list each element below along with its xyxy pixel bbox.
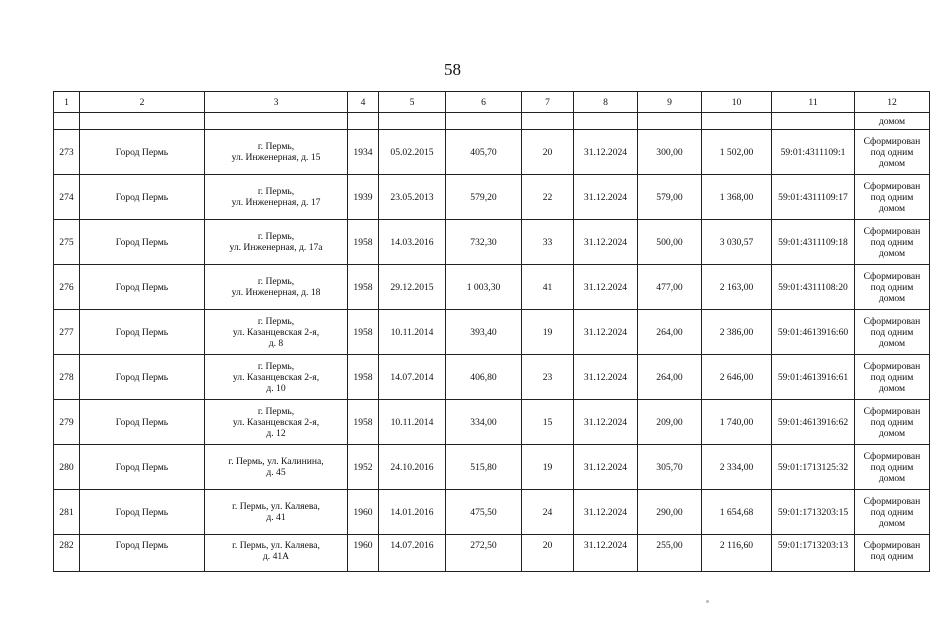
value-cell: 2 334,00 — [702, 445, 772, 490]
column-header: 3 — [205, 92, 348, 113]
value-cell: 1 654,68 — [702, 490, 772, 535]
date-cell: 14.07.2016 — [379, 535, 446, 572]
year-cell: 1934 — [348, 130, 379, 175]
column-header: 9 — [638, 92, 702, 113]
table-row — [54, 175, 930, 220]
date-cell: 23.05.2013 — [379, 175, 446, 220]
status-cell: Сформирован под одним домом — [855, 310, 930, 355]
table-row — [54, 355, 930, 400]
page-number: 58 — [444, 60, 461, 79]
municipality-cell: Город Пермь — [80, 265, 205, 310]
empty-cell — [522, 113, 574, 130]
date-cell: 24.10.2016 — [379, 445, 446, 490]
row-number-cell: 276 — [54, 265, 80, 310]
value-cell: 500,00 — [638, 220, 702, 265]
cadastral-number-cell: 59:01:4311109:1 — [772, 130, 855, 175]
address-cell: г. Пермь, ул. Казанцевская 2-я, д. 8 — [205, 310, 348, 355]
empty-cell — [638, 113, 702, 130]
date-cell: 14.03.2016 — [379, 220, 446, 265]
column-header: 11 — [772, 92, 855, 113]
status-cell: Сформирован под одним домом — [855, 265, 930, 310]
date-cell: 05.02.2015 — [379, 130, 446, 175]
date-cell: 14.07.2014 — [379, 355, 446, 400]
empty-cell — [772, 113, 855, 130]
row-number-cell: 275 — [54, 220, 80, 265]
cadastral-number-cell: 59:01:4613916:62 — [772, 400, 855, 445]
year-cell: 1958 — [348, 265, 379, 310]
year-cell: 1958 — [348, 310, 379, 355]
empty-cell — [205, 113, 348, 130]
status-cell: Сформирован под одним домом — [855, 220, 930, 265]
value-cell: 255,00 — [638, 535, 702, 572]
municipality-cell: Город Пермь — [80, 310, 205, 355]
value-cell: 300,00 — [638, 130, 702, 175]
row-number-cell: 277 — [54, 310, 80, 355]
status-cell: домом — [855, 113, 930, 130]
year-cell: 1960 — [348, 535, 379, 572]
address-cell: г. Пермь, ул. Каляева, д. 41А — [205, 535, 348, 572]
row-number-cell: 273 — [54, 130, 80, 175]
column-header: 8 — [574, 92, 638, 113]
value-cell: 1 368,00 — [702, 175, 772, 220]
area-cell: 515,80 — [446, 445, 522, 490]
value-cell: 2 163,00 — [702, 265, 772, 310]
count-cell: 20 — [522, 535, 574, 572]
cadastral-number-cell: 59:01:1713203:13 — [772, 535, 855, 572]
row-number-cell: 278 — [54, 355, 80, 400]
empty-cell — [379, 113, 446, 130]
table-row — [54, 220, 930, 265]
column-header: 7 — [522, 92, 574, 113]
area-cell: 406,80 — [446, 355, 522, 400]
year-cell: 1958 — [348, 400, 379, 445]
status-cell: Сформирован под одним домом — [855, 445, 930, 490]
cadastral-number-cell: 59:01:4311109:17 — [772, 175, 855, 220]
empty-cell — [54, 113, 80, 130]
address-cell: г. Пермь, ул. Инженерная, д. 17а — [205, 220, 348, 265]
value-cell: 1 740,00 — [702, 400, 772, 445]
count-cell: 41 — [522, 265, 574, 310]
count-cell: 15 — [522, 400, 574, 445]
cadastral-number-cell: 59:01:1713125:32 — [772, 445, 855, 490]
municipality-cell: Город Пермь — [80, 130, 205, 175]
municipality-cell: Город Пермь — [80, 175, 205, 220]
count-cell: 24 — [522, 490, 574, 535]
value-cell: 2 116,60 — [702, 535, 772, 572]
column-header: 2 — [80, 92, 205, 113]
cadastral-number-cell: 59:01:4613916:60 — [772, 310, 855, 355]
municipality-cell: Город Пермь — [80, 220, 205, 265]
count-cell: 19 — [522, 310, 574, 355]
row-number-cell: 280 — [54, 445, 80, 490]
area-cell: 579,20 — [446, 175, 522, 220]
value-cell: 579,00 — [638, 175, 702, 220]
deadline-cell: 31.12.2024 — [574, 130, 638, 175]
housing-registry-table — [53, 91, 930, 572]
address-cell: г. Пермь, ул. Инженерная, д. 18 — [205, 265, 348, 310]
value-cell: 209,00 — [638, 400, 702, 445]
column-header: 1 — [54, 92, 80, 113]
table-row — [54, 400, 930, 445]
area-cell: 334,00 — [446, 400, 522, 445]
area-cell: 272,50 — [446, 535, 522, 572]
status-cell: Сформирован под одним домом — [855, 400, 930, 445]
cadastral-number-cell: 59:01:4311108:20 — [772, 265, 855, 310]
deadline-cell: 31.12.2024 — [574, 445, 638, 490]
year-cell: 1958 — [348, 355, 379, 400]
status-cell: Сформирован под одним домом — [855, 130, 930, 175]
status-cell: Сформирован под одним домом — [855, 175, 930, 220]
table-row — [54, 265, 930, 310]
cadastral-number-cell: 59:01:4613916:61 — [772, 355, 855, 400]
date-cell: 10.11.2014 — [379, 310, 446, 355]
count-cell: 23 — [522, 355, 574, 400]
value-cell: 305,70 — [638, 445, 702, 490]
status-cell: Сформирован под одним — [855, 535, 930, 572]
date-cell: 10.11.2014 — [379, 400, 446, 445]
empty-cell — [348, 113, 379, 130]
year-cell: 1960 — [348, 490, 379, 535]
value-cell: 264,00 — [638, 355, 702, 400]
cadastral-number-cell: 59:01:4311109:18 — [772, 220, 855, 265]
table-row — [54, 535, 930, 572]
empty-cell — [446, 113, 522, 130]
area-cell: 475,50 — [446, 490, 522, 535]
empty-cell — [574, 113, 638, 130]
address-cell: г. Пермь, ул. Казанцевская 2-я, д. 10 — [205, 355, 348, 400]
year-cell: 1958 — [348, 220, 379, 265]
status-cell: Сформирован под одним домом — [855, 490, 930, 535]
address-cell: г. Пермь, ул. Инженерная, д. 15 — [205, 130, 348, 175]
column-header: 10 — [702, 92, 772, 113]
deadline-cell: 31.12.2024 — [574, 490, 638, 535]
value-cell: 2 386,00 — [702, 310, 772, 355]
column-header: 6 — [446, 92, 522, 113]
deadline-cell: 31.12.2024 — [574, 265, 638, 310]
column-header: 12 — [855, 92, 930, 113]
deadline-cell: 31.12.2024 — [574, 355, 638, 400]
municipality-cell: Город Пермь — [80, 535, 205, 572]
count-cell: 22 — [522, 175, 574, 220]
row-number-cell: 281 — [54, 490, 80, 535]
municipality-cell: Город Пермь — [80, 400, 205, 445]
address-cell: г. Пермь, ул. Каляева, д. 41 — [205, 490, 348, 535]
status-cell: Сформирован под одним домом — [855, 355, 930, 400]
area-cell: 1 003,30 — [446, 265, 522, 310]
table-row — [54, 130, 930, 175]
address-cell: г. Пермь, ул. Инженерная, д. 17 — [205, 175, 348, 220]
address-cell: г. Пермь, ул. Калинина, д. 45 — [205, 445, 348, 490]
deadline-cell: 31.12.2024 — [574, 535, 638, 572]
deadline-cell: 31.12.2024 — [574, 310, 638, 355]
area-cell: 405,70 — [446, 130, 522, 175]
count-cell: 19 — [522, 445, 574, 490]
deadline-cell: 31.12.2024 — [574, 400, 638, 445]
value-cell: 264,00 — [638, 310, 702, 355]
empty-cell — [80, 113, 205, 130]
column-header: 4 — [348, 92, 379, 113]
value-cell: 2 646,00 — [702, 355, 772, 400]
value-cell: 477,00 — [638, 265, 702, 310]
row-number-cell: 282 — [54, 535, 80, 572]
value-cell: 290,00 — [638, 490, 702, 535]
cadastral-number-cell: 59:01:1713203:15 — [772, 490, 855, 535]
municipality-cell: Город Пермь — [80, 445, 205, 490]
deadline-cell: 31.12.2024 — [574, 220, 638, 265]
value-cell: 3 030,57 — [702, 220, 772, 265]
scan-speck — [706, 600, 709, 603]
table-row — [54, 445, 930, 490]
area-cell: 393,40 — [446, 310, 522, 355]
value-cell: 1 502,00 — [702, 130, 772, 175]
municipality-cell: Город Пермь — [80, 355, 205, 400]
area-cell: 732,30 — [446, 220, 522, 265]
deadline-cell: 31.12.2024 — [574, 175, 638, 220]
municipality-cell: Город Пермь — [80, 490, 205, 535]
count-cell: 33 — [522, 220, 574, 265]
table-row — [54, 310, 930, 355]
year-cell: 1939 — [348, 175, 379, 220]
row-number-cell: 274 — [54, 175, 80, 220]
table-row — [54, 490, 930, 535]
header-row — [54, 92, 930, 113]
column-header: 5 — [379, 92, 446, 113]
row-number-cell: 279 — [54, 400, 80, 445]
continued-row — [54, 113, 930, 130]
address-cell: г. Пермь, ул. Казанцевская 2-я, д. 12 — [205, 400, 348, 445]
count-cell: 20 — [522, 130, 574, 175]
date-cell: 14.01.2016 — [379, 490, 446, 535]
year-cell: 1952 — [348, 445, 379, 490]
empty-cell — [702, 113, 772, 130]
date-cell: 29.12.2015 — [379, 265, 446, 310]
